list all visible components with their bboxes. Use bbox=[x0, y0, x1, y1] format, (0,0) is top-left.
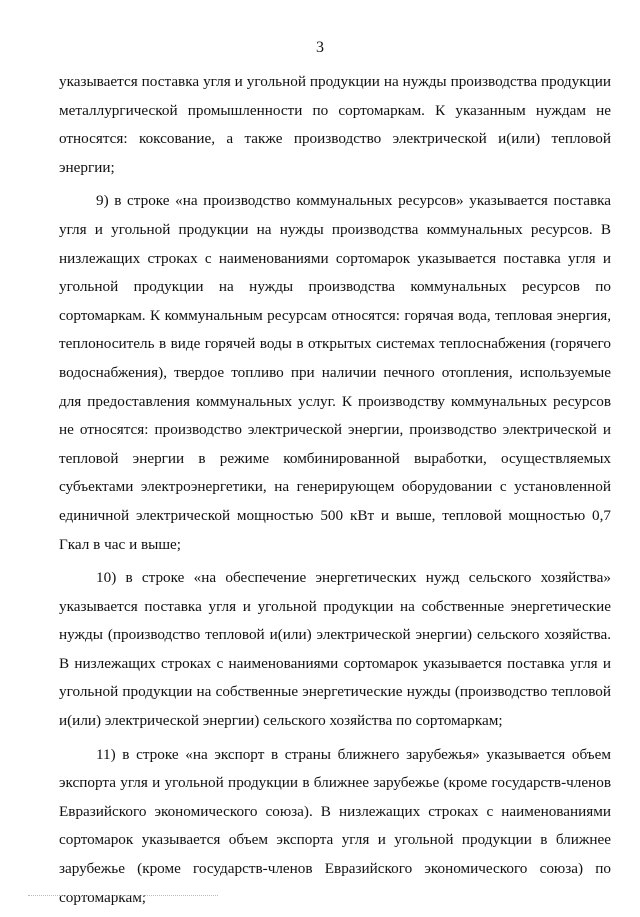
document-body bbox=[59, 68, 611, 917]
scan-artifact-line bbox=[28, 895, 218, 899]
page-number: 3 bbox=[316, 39, 324, 56]
paragraph-item-10-agriculture: 10) в строке «на обеспечение энергетических нужд сельского хозяйства» указывается поставка угля и угольной продукции на собственные энергетические нужды (производство тепловой и(или) электрической энергии) сельского хозяйства. В низлежащих строках с наименованиями сортомарок указывается поставка угля и угольной продукции на собственные энергетические нужды (производство тепловой и(или) электрической энергии) сельского хозяйства по сортомаркам; bbox=[59, 569, 611, 730]
paragraph-item-9-communal-resources: 9) в строке «на производство коммунальных ресурсов» указывается поставка угля и угольной продукции на нужды производства коммунальных ресурсов. В низлежащих строках с наименованиями сортомарок указывается поставка угля и угольной продукции на нужды производства коммунальных ресурсов по сортомаркам. К коммунальным ресурсам относятся: горячая вода, тепловая энергия, теплоноситель в виде горячей воды в открытых системах теплоснабжения (горячего водоснабжения), твердое топливо при наличии печного отопления, используемые для предоставления коммунальных услуг. К производству коммунальных ресурсов не относятся: производство электрической энергии, производство электрической и тепловой энергии в режиме комбинированной выработки, осуществляемых субъектами электроэнергетики, на генерирующем оборудовании с установленной единичной электрической мощностью 500 кВт и выше, тепловой мощностью 0,7 Гкал в час и выше; bbox=[59, 192, 611, 553]
paragraph-continuation-metallurgy: указывается поставка угля и угольной продукции на нужды производства продукции металлургической промышленности по сортомаркам. К указанным нуждам не относятся: коксование, а также производство электрической и(или) тепловой энергии; bbox=[59, 73, 611, 176]
paragraph-item-11-near-abroad-export: 11) в строке «на экспорт в страны ближнего зарубежья» указывается объем экспорта угля и угольной продукции в ближнее зарубежье (кроме государств-членов Евразийского экономического союза). В низлежащих строках с наименованиями сортомарок указывается объем экспорта угля и угольной продукции в ближнее зарубежье (кроме государств-членов Евразийского экономического союза) по сортомаркам; bbox=[59, 745, 611, 906]
